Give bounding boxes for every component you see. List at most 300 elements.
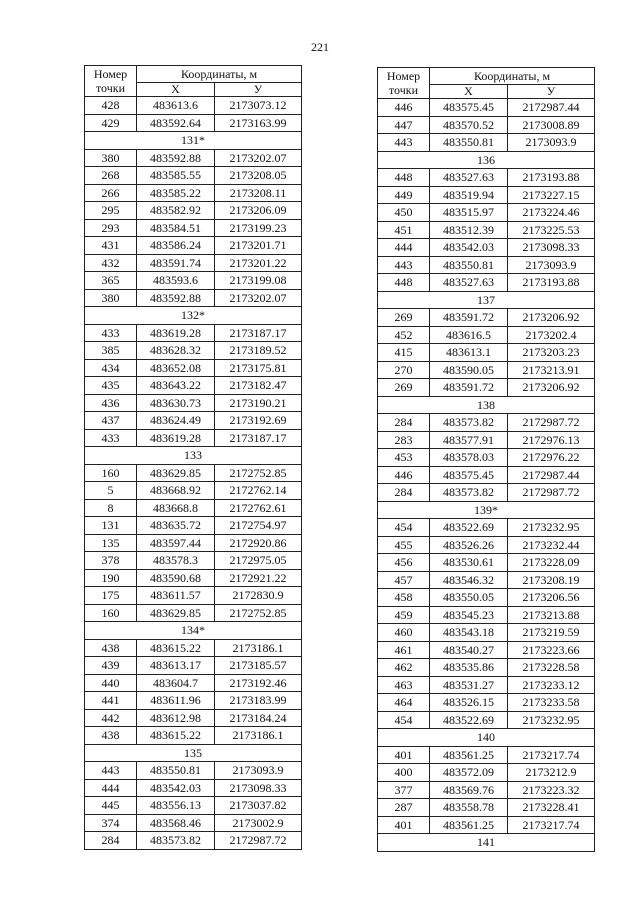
y-coordinate-cell: 2173201.22 bbox=[215, 254, 302, 272]
header-x: X bbox=[430, 85, 508, 99]
table-row bbox=[378, 344, 595, 362]
y-coordinate-cell: 2172762.14 bbox=[215, 482, 302, 500]
section-label: 140 bbox=[378, 729, 595, 747]
y-coordinate-cell: 2173186.1 bbox=[215, 727, 302, 745]
x-coordinate-cell: 483591.74 bbox=[137, 254, 215, 272]
table-row bbox=[85, 604, 302, 622]
point-number-cell: 269 bbox=[378, 379, 430, 397]
x-coordinate-cell: 483550.05 bbox=[430, 589, 508, 607]
x-coordinate-cell: 483613.1 bbox=[430, 344, 508, 362]
table-row bbox=[378, 589, 595, 607]
table-row bbox=[378, 554, 595, 572]
x-coordinate-cell: 483568.46 bbox=[137, 814, 215, 832]
x-coordinate-cell: 483630.73 bbox=[137, 394, 215, 412]
y-coordinate-cell: 2173192.69 bbox=[215, 412, 302, 430]
y-coordinate-cell: 2173093.9 bbox=[508, 134, 595, 152]
header-coordinates: Координаты, м bbox=[137, 66, 302, 83]
y-coordinate-cell: 2173206.56 bbox=[508, 589, 595, 607]
y-coordinate-cell: 2173224.46 bbox=[508, 204, 595, 222]
header-coordinates: Координаты, м bbox=[430, 68, 595, 85]
header-point-number-line1: Номер bbox=[93, 67, 128, 81]
point-number-cell: 401 bbox=[378, 816, 430, 834]
y-coordinate-cell: 2173201.71 bbox=[215, 237, 302, 255]
table-row bbox=[378, 694, 595, 712]
y-coordinate-cell: 2173187.17 bbox=[215, 324, 302, 342]
y-coordinate-cell: 2173228.09 bbox=[508, 554, 595, 572]
x-coordinate-cell: 483531.27 bbox=[430, 676, 508, 694]
x-coordinate-cell: 483522.69 bbox=[430, 711, 508, 729]
point-number-cell: 400 bbox=[378, 764, 430, 782]
table-row bbox=[85, 517, 302, 535]
coordinates-table-left bbox=[84, 65, 302, 850]
table-row bbox=[378, 204, 595, 222]
table-row bbox=[378, 659, 595, 677]
table-row bbox=[378, 676, 595, 694]
point-number-cell: 445 bbox=[85, 797, 137, 815]
point-number-cell: 451 bbox=[378, 221, 430, 239]
table-row bbox=[85, 779, 302, 797]
x-coordinate-cell: 483593.6 bbox=[137, 272, 215, 290]
point-number-cell: 5 bbox=[85, 482, 137, 500]
x-coordinate-cell: 483604.7 bbox=[137, 674, 215, 692]
x-coordinate-cell: 483597.44 bbox=[137, 534, 215, 552]
section-label: 131* bbox=[85, 132, 302, 150]
y-coordinate-cell: 2173208.05 bbox=[215, 167, 302, 185]
table-row bbox=[378, 571, 595, 589]
y-coordinate-cell: 2173193.88 bbox=[508, 274, 595, 292]
y-coordinate-cell: 2173093.9 bbox=[508, 256, 595, 274]
header-x: X bbox=[137, 83, 215, 97]
point-number-cell: 431 bbox=[85, 237, 137, 255]
table-row bbox=[378, 116, 595, 134]
y-coordinate-cell: 2173227.15 bbox=[508, 186, 595, 204]
y-coordinate-cell: 2173213.88 bbox=[508, 606, 595, 624]
y-coordinate-cell: 2172976.22 bbox=[508, 449, 595, 467]
table-row bbox=[378, 711, 595, 729]
point-number-cell: 441 bbox=[85, 692, 137, 710]
x-coordinate-cell: 483611.57 bbox=[137, 587, 215, 605]
section-label: 139* bbox=[378, 501, 595, 519]
x-coordinate-cell: 483545.23 bbox=[430, 606, 508, 624]
table-row bbox=[378, 414, 595, 432]
point-number-cell: 374 bbox=[85, 814, 137, 832]
x-coordinate-cell: 483628.32 bbox=[137, 342, 215, 360]
x-coordinate-cell: 483635.72 bbox=[137, 517, 215, 535]
section-row bbox=[85, 447, 302, 465]
table-row bbox=[378, 169, 595, 187]
section-label: 133 bbox=[85, 447, 302, 465]
point-number-cell: 295 bbox=[85, 202, 137, 220]
table-row bbox=[85, 429, 302, 447]
section-row bbox=[378, 501, 595, 519]
x-coordinate-cell: 483586.24 bbox=[137, 237, 215, 255]
y-coordinate-cell: 2173185.57 bbox=[215, 657, 302, 675]
x-coordinate-cell: 483535.86 bbox=[430, 659, 508, 677]
table-body-left bbox=[85, 97, 302, 850]
section-row bbox=[85, 622, 302, 640]
point-number-cell: 453 bbox=[378, 449, 430, 467]
x-coordinate-cell: 483540.27 bbox=[430, 641, 508, 659]
table-row bbox=[378, 466, 595, 484]
table-row bbox=[85, 237, 302, 255]
section-row bbox=[378, 396, 595, 414]
point-number-cell: 460 bbox=[378, 624, 430, 642]
point-number-cell: 8 bbox=[85, 499, 137, 517]
y-coordinate-cell: 2173182.47 bbox=[215, 377, 302, 395]
table-row bbox=[378, 186, 595, 204]
point-number-cell: 456 bbox=[378, 554, 430, 572]
y-coordinate-cell: 2173208.19 bbox=[508, 571, 595, 589]
point-number-cell: 439 bbox=[85, 657, 137, 675]
table-row bbox=[85, 674, 302, 692]
x-coordinate-cell: 483527.63 bbox=[430, 274, 508, 292]
x-coordinate-cell: 483546.32 bbox=[430, 571, 508, 589]
x-coordinate-cell: 483643.22 bbox=[137, 377, 215, 395]
table-body-right bbox=[378, 99, 595, 852]
x-coordinate-cell: 483668.92 bbox=[137, 482, 215, 500]
table-row bbox=[378, 431, 595, 449]
point-number-cell: 438 bbox=[85, 727, 137, 745]
y-coordinate-cell: 2173232.95 bbox=[508, 519, 595, 537]
y-coordinate-cell: 2173073.12 bbox=[215, 97, 302, 115]
y-coordinate-cell: 2173232.44 bbox=[508, 536, 595, 554]
point-number-cell: 365 bbox=[85, 272, 137, 290]
x-coordinate-cell: 483584.51 bbox=[137, 219, 215, 237]
x-coordinate-cell: 483550.81 bbox=[137, 762, 215, 780]
table-row bbox=[378, 309, 595, 327]
y-coordinate-cell: 2173233.58 bbox=[508, 694, 595, 712]
y-coordinate-cell: 2172752.85 bbox=[215, 464, 302, 482]
y-coordinate-cell: 2173202.4 bbox=[508, 326, 595, 344]
x-coordinate-cell: 483572.09 bbox=[430, 764, 508, 782]
x-coordinate-cell: 483527.63 bbox=[430, 169, 508, 187]
table-row bbox=[85, 324, 302, 342]
point-number-cell: 283 bbox=[378, 431, 430, 449]
y-coordinate-cell: 2172987.44 bbox=[508, 99, 595, 117]
point-number-cell: 454 bbox=[378, 519, 430, 537]
point-number-cell: 266 bbox=[85, 184, 137, 202]
x-coordinate-cell: 483542.03 bbox=[137, 779, 215, 797]
table-row bbox=[85, 394, 302, 412]
table-row bbox=[85, 272, 302, 290]
table-row bbox=[378, 449, 595, 467]
y-coordinate-cell: 2173223.32 bbox=[508, 781, 595, 799]
table-row bbox=[378, 641, 595, 659]
y-coordinate-cell: 2173228.41 bbox=[508, 799, 595, 817]
table-row bbox=[85, 149, 302, 167]
header-point-number-line2: точки bbox=[388, 83, 419, 97]
section-label: 141 bbox=[378, 834, 595, 852]
table-row bbox=[85, 762, 302, 780]
y-coordinate-cell: 2173093.9 bbox=[215, 762, 302, 780]
section-label: 136 bbox=[378, 151, 595, 169]
x-coordinate-cell: 483615.22 bbox=[137, 727, 215, 745]
point-number-cell: 270 bbox=[378, 361, 430, 379]
point-number-cell: 461 bbox=[378, 641, 430, 659]
point-number-cell: 462 bbox=[378, 659, 430, 677]
point-number-cell: 443 bbox=[378, 134, 430, 152]
point-number-cell: 428 bbox=[85, 97, 137, 115]
table-row bbox=[378, 484, 595, 502]
point-number-cell: 450 bbox=[378, 204, 430, 222]
header-y: У bbox=[508, 85, 595, 99]
table-row bbox=[378, 536, 595, 554]
y-coordinate-cell: 2173163.99 bbox=[215, 114, 302, 132]
table-row bbox=[85, 797, 302, 815]
x-coordinate-cell: 483624.49 bbox=[137, 412, 215, 430]
section-row bbox=[378, 834, 595, 852]
point-number-cell: 435 bbox=[85, 377, 137, 395]
table-row bbox=[85, 727, 302, 745]
x-coordinate-cell: 483530.61 bbox=[430, 554, 508, 572]
x-coordinate-cell: 483668.8 bbox=[137, 499, 215, 517]
table-row bbox=[85, 254, 302, 272]
y-coordinate-cell: 2173098.33 bbox=[508, 239, 595, 257]
section-label: 138 bbox=[378, 396, 595, 414]
x-coordinate-cell: 483519.94 bbox=[430, 186, 508, 204]
section-row bbox=[378, 291, 595, 309]
point-number-cell: 454 bbox=[378, 711, 430, 729]
table-row bbox=[85, 499, 302, 517]
table-row bbox=[378, 519, 595, 537]
section-row bbox=[378, 151, 595, 169]
point-number-cell: 444 bbox=[85, 779, 137, 797]
table-row bbox=[85, 167, 302, 185]
y-coordinate-cell: 2172975.05 bbox=[215, 552, 302, 570]
y-coordinate-cell: 2173186.1 bbox=[215, 639, 302, 657]
table-row bbox=[85, 289, 302, 307]
x-coordinate-cell: 483526.15 bbox=[430, 694, 508, 712]
point-number-cell: 131 bbox=[85, 517, 137, 535]
y-coordinate-cell: 2173189.52 bbox=[215, 342, 302, 360]
y-coordinate-cell: 2173203.23 bbox=[508, 344, 595, 362]
table-row bbox=[85, 412, 302, 430]
point-number-cell: 449 bbox=[378, 186, 430, 204]
point-number-cell: 457 bbox=[378, 571, 430, 589]
x-coordinate-cell: 483573.82 bbox=[137, 832, 215, 850]
point-number-cell: 444 bbox=[378, 239, 430, 257]
y-coordinate-cell: 2172987.72 bbox=[508, 414, 595, 432]
point-number-cell: 433 bbox=[85, 324, 137, 342]
x-coordinate-cell: 483616.5 bbox=[430, 326, 508, 344]
point-number-cell: 160 bbox=[85, 604, 137, 622]
y-coordinate-cell: 2173192.46 bbox=[215, 674, 302, 692]
y-coordinate-cell: 2173233.12 bbox=[508, 676, 595, 694]
y-coordinate-cell: 2173202.07 bbox=[215, 149, 302, 167]
point-number-cell: 463 bbox=[378, 676, 430, 694]
y-coordinate-cell: 2173228.58 bbox=[508, 659, 595, 677]
x-coordinate-cell: 483542.03 bbox=[430, 239, 508, 257]
y-coordinate-cell: 2172976.13 bbox=[508, 431, 595, 449]
y-coordinate-cell: 2173206.92 bbox=[508, 309, 595, 327]
x-coordinate-cell: 483585.55 bbox=[137, 167, 215, 185]
x-coordinate-cell: 483613.6 bbox=[137, 97, 215, 115]
y-coordinate-cell: 2173232.95 bbox=[508, 711, 595, 729]
table-row bbox=[378, 816, 595, 834]
table-row bbox=[378, 274, 595, 292]
x-coordinate-cell: 483543.18 bbox=[430, 624, 508, 642]
x-coordinate-cell: 483592.88 bbox=[137, 289, 215, 307]
table-row bbox=[378, 239, 595, 257]
y-coordinate-cell: 2173008.89 bbox=[508, 116, 595, 134]
x-coordinate-cell: 483592.64 bbox=[137, 114, 215, 132]
y-coordinate-cell: 2173225.53 bbox=[508, 221, 595, 239]
x-coordinate-cell: 483556.13 bbox=[137, 797, 215, 815]
table-row bbox=[378, 256, 595, 274]
y-coordinate-cell: 2173213.91 bbox=[508, 361, 595, 379]
point-number-cell: 385 bbox=[85, 342, 137, 360]
y-coordinate-cell: 2173208.11 bbox=[215, 184, 302, 202]
x-coordinate-cell: 483612.98 bbox=[137, 709, 215, 727]
x-coordinate-cell: 483550.81 bbox=[430, 256, 508, 274]
y-coordinate-cell: 2172754.97 bbox=[215, 517, 302, 535]
point-number-cell: 287 bbox=[378, 799, 430, 817]
point-number-cell: 284 bbox=[378, 484, 430, 502]
table-row bbox=[85, 184, 302, 202]
point-number-cell: 415 bbox=[378, 344, 430, 362]
x-coordinate-cell: 483585.22 bbox=[137, 184, 215, 202]
x-coordinate-cell: 483590.68 bbox=[137, 569, 215, 587]
x-coordinate-cell: 483558.78 bbox=[430, 799, 508, 817]
point-number-cell: 437 bbox=[85, 412, 137, 430]
table-row bbox=[85, 814, 302, 832]
x-coordinate-cell: 483629.85 bbox=[137, 464, 215, 482]
y-coordinate-cell: 2172987.72 bbox=[508, 484, 595, 502]
point-number-cell: 378 bbox=[85, 552, 137, 570]
x-coordinate-cell: 483526.26 bbox=[430, 536, 508, 554]
point-number-cell: 380 bbox=[85, 289, 137, 307]
x-coordinate-cell: 483561.25 bbox=[430, 746, 508, 764]
x-coordinate-cell: 483613.17 bbox=[137, 657, 215, 675]
y-coordinate-cell: 2173002.9 bbox=[215, 814, 302, 832]
table-row bbox=[85, 709, 302, 727]
y-coordinate-cell: 2173223.66 bbox=[508, 641, 595, 659]
y-coordinate-cell: 2173217.74 bbox=[508, 816, 595, 834]
table-row bbox=[85, 587, 302, 605]
point-number-cell: 464 bbox=[378, 694, 430, 712]
point-number-cell: 160 bbox=[85, 464, 137, 482]
y-coordinate-cell: 2173199.08 bbox=[215, 272, 302, 290]
x-coordinate-cell: 483575.45 bbox=[430, 466, 508, 484]
y-coordinate-cell: 2173193.88 bbox=[508, 169, 595, 187]
point-number-cell: 459 bbox=[378, 606, 430, 624]
point-number-cell: 447 bbox=[378, 116, 430, 134]
table-row bbox=[378, 799, 595, 817]
x-coordinate-cell: 483512.39 bbox=[430, 221, 508, 239]
coordinates-table-right bbox=[377, 67, 595, 852]
x-coordinate-cell: 483573.82 bbox=[430, 414, 508, 432]
table-row bbox=[378, 379, 595, 397]
y-coordinate-cell: 2173098.33 bbox=[215, 779, 302, 797]
point-number-cell: 175 bbox=[85, 587, 137, 605]
y-coordinate-cell: 2173184.24 bbox=[215, 709, 302, 727]
x-coordinate-cell: 483611.96 bbox=[137, 692, 215, 710]
header-point-number-line2: точки bbox=[95, 81, 126, 95]
table-row bbox=[378, 326, 595, 344]
table-row bbox=[85, 202, 302, 220]
x-coordinate-cell: 483590.05 bbox=[430, 361, 508, 379]
x-coordinate-cell: 483522.69 bbox=[430, 519, 508, 537]
point-number-cell: 443 bbox=[378, 256, 430, 274]
x-coordinate-cell: 483575.45 bbox=[430, 99, 508, 117]
point-number-cell: 284 bbox=[378, 414, 430, 432]
x-coordinate-cell: 483577.91 bbox=[430, 431, 508, 449]
point-number-cell: 268 bbox=[85, 167, 137, 185]
table-row bbox=[378, 99, 595, 117]
y-coordinate-cell: 2172987.72 bbox=[215, 832, 302, 850]
x-coordinate-cell: 483652.08 bbox=[137, 359, 215, 377]
point-number-cell: 448 bbox=[378, 274, 430, 292]
table-row bbox=[85, 342, 302, 360]
table-row bbox=[85, 114, 302, 132]
point-number-cell: 429 bbox=[85, 114, 137, 132]
point-number-cell: 438 bbox=[85, 639, 137, 657]
x-coordinate-cell: 483591.72 bbox=[430, 379, 508, 397]
section-row bbox=[378, 729, 595, 747]
x-coordinate-cell: 483569.76 bbox=[430, 781, 508, 799]
section-row bbox=[85, 744, 302, 762]
x-coordinate-cell: 483578.3 bbox=[137, 552, 215, 570]
point-number-cell: 434 bbox=[85, 359, 137, 377]
point-number-cell: 377 bbox=[378, 781, 430, 799]
y-coordinate-cell: 2172830.9 bbox=[215, 587, 302, 605]
x-coordinate-cell: 483582.92 bbox=[137, 202, 215, 220]
section-label: 134* bbox=[85, 622, 302, 640]
x-coordinate-cell: 483591.72 bbox=[430, 309, 508, 327]
y-coordinate-cell: 2173217.74 bbox=[508, 746, 595, 764]
table-row bbox=[378, 606, 595, 624]
point-number-cell: 284 bbox=[85, 832, 137, 850]
y-coordinate-cell: 2173187.17 bbox=[215, 429, 302, 447]
point-number-cell: 380 bbox=[85, 149, 137, 167]
section-label: 132* bbox=[85, 307, 302, 325]
section-row bbox=[85, 307, 302, 325]
x-coordinate-cell: 483570.52 bbox=[430, 116, 508, 134]
y-coordinate-cell: 2173206.92 bbox=[508, 379, 595, 397]
point-number-cell: 455 bbox=[378, 536, 430, 554]
table-row bbox=[378, 624, 595, 642]
point-number-cell: 448 bbox=[378, 169, 430, 187]
point-number-cell: 458 bbox=[378, 589, 430, 607]
y-coordinate-cell: 2173219.59 bbox=[508, 624, 595, 642]
point-number-cell: 432 bbox=[85, 254, 137, 272]
y-coordinate-cell: 2173175.81 bbox=[215, 359, 302, 377]
section-label: 135 bbox=[85, 744, 302, 762]
y-coordinate-cell: 2173183.99 bbox=[215, 692, 302, 710]
point-number-cell: 293 bbox=[85, 219, 137, 237]
x-coordinate-cell: 483615.22 bbox=[137, 639, 215, 657]
table-row bbox=[85, 692, 302, 710]
header-point-number bbox=[378, 68, 430, 99]
table-row bbox=[378, 221, 595, 239]
table-row bbox=[85, 534, 302, 552]
page-number: 221 bbox=[311, 40, 329, 54]
point-number-cell: 433 bbox=[85, 429, 137, 447]
x-coordinate-cell: 483629.85 bbox=[137, 604, 215, 622]
y-coordinate-cell: 2173202.07 bbox=[215, 289, 302, 307]
point-number-cell: 436 bbox=[85, 394, 137, 412]
y-coordinate-cell: 2173212.9 bbox=[508, 764, 595, 782]
table-row bbox=[85, 464, 302, 482]
table-row bbox=[85, 552, 302, 570]
point-number-cell: 446 bbox=[378, 466, 430, 484]
point-number-cell: 135 bbox=[85, 534, 137, 552]
point-number-cell: 442 bbox=[85, 709, 137, 727]
point-number-cell: 190 bbox=[85, 569, 137, 587]
x-coordinate-cell: 483561.25 bbox=[430, 816, 508, 834]
header-point-number bbox=[85, 66, 137, 97]
table-row bbox=[378, 361, 595, 379]
